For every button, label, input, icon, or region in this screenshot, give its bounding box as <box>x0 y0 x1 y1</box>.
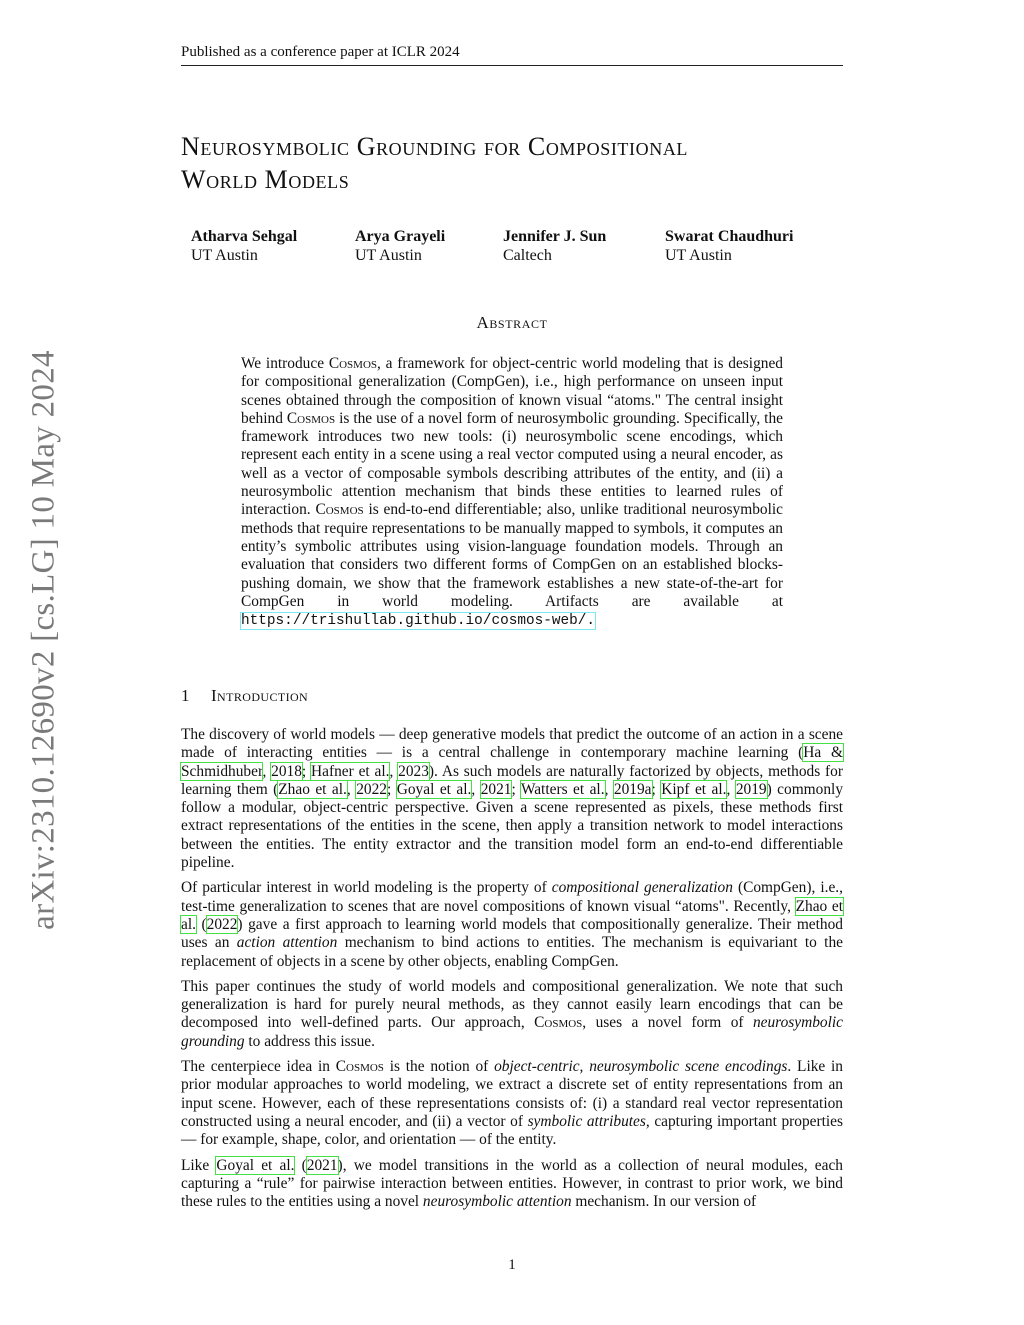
citation-link[interactable]: Ha & Schmidhuber <box>181 744 844 780</box>
abstract-text-span: is the use of a novel form of neurosymbolic grounding. Specifically, the framework introduces two new tools: (i) neurosymbolic scene encodings, which represent each entity in a scene using a real vector computed using a neural encoder, as well as a vector of composable symbols describing attributes of the entity, and (ii) a neurosymbolic attention mechanism that binds these entities to learned rules of interaction. <box>241 409 783 519</box>
text-span: is the notion of <box>383 1058 495 1076</box>
section-number: 1 <box>181 686 190 705</box>
paper-title <box>181 130 861 196</box>
citation-link[interactable]: 2022 <box>206 915 238 933</box>
emphasis: compositional generalization <box>551 879 733 897</box>
author-name: Atharva Sehgal <box>191 228 298 245</box>
artifacts-link[interactable]: https://trishullab.github.io/cosmos-web/. <box>241 613 596 630</box>
cosmos-name: Cosmos <box>286 409 336 427</box>
author-affiliation: UT Austin <box>191 247 258 264</box>
text-span: mechanism. In our version of <box>571 1193 757 1211</box>
citation-link[interactable]: 2023 <box>398 762 429 780</box>
section-heading <box>181 686 308 706</box>
emphasis: action attention <box>236 934 338 952</box>
author-affiliation: UT Austin <box>665 247 732 264</box>
emphasis: neurosymbolic grounding <box>181 1014 843 1050</box>
text-span: The centerpiece idea in <box>181 1058 336 1076</box>
emphasis: neurosymbolic attention <box>422 1193 572 1211</box>
cosmos-name: Cosmos <box>315 501 364 519</box>
author-affiliation: Caltech <box>503 247 552 264</box>
citation-link[interactable]: Goyal et al. <box>396 780 472 798</box>
section-title: Introduction <box>211 686 309 705</box>
author-block <box>191 227 297 265</box>
text-span: . Like in prior modular approaches to world modeling, we extract a discrete set of entity representations from an input scene. However, each of these representations consists of: (i) a standard real vector representation constructed using a neural encoder, and (ii) a vector of <box>181 1058 844 1130</box>
text-span: , we model transitions in the world as a collection of neural modules, each capturing a “rule” for pairwise interaction between entities. However, in contrast to prior work, we bind these rules to the entities using a novel <box>181 1156 843 1211</box>
text-span: , uses a novel form of <box>582 1014 753 1032</box>
title-line-1: Neurosymbolic Grounding for Compositional <box>181 132 689 161</box>
citation-link[interactable]: 2018 <box>271 762 302 780</box>
author-name: Swarat Chaudhuri <box>665 228 794 245</box>
text-span: ) commonly follow a modular, object-centric perspective. Given a scene represented as pixels, these methods first extract representations of the entities in the scene, then apply a transition network to model interactions between the entities. The entity extractor and the transition model form an end-to-end differentiable pipeline. <box>181 780 844 872</box>
citation-link[interactable]: 2019a <box>613 780 652 798</box>
emphasis: object-centric, neurosymbolic scene encodings <box>494 1058 788 1076</box>
citation-link[interactable]: 2019 <box>735 780 767 798</box>
author-name: Jennifer J. Sun <box>503 228 607 245</box>
paragraph <box>181 978 843 1051</box>
abstract-text-span: , a framework for object-centric world modeling that is designed for compositional generalization (CompGen), i.e., high performance on unseen input scenes obtained through the composition of known visual “atoms." The central insight behind <box>241 355 783 427</box>
citation-link[interactable]: 2021 <box>480 780 512 798</box>
citation-link[interactable]: 2021 <box>306 1156 338 1174</box>
cosmos-name: Cosmos <box>328 355 378 372</box>
author-block <box>503 227 606 265</box>
text-span: Of particular interest in world modeling is the property of <box>181 879 552 897</box>
paragraph: The discovery of world models — deep generative models that predict the outcome of an action in a scene made of interacting entities — is a central challenge in contemporary machine learning (Ha & Schmidhuber, 2018; Hafner et al., 2023). As such models are naturally factorized by objects, methods for learning them (Zhao et al., 2022; Goyal et al., 2021; Watters et al., 2019a; Kipf et al., 2019) commonly follow a modular, object-centric perspective. Given a scene represented as pixels, these methods first extract representations of the entities in the scene, then apply a transition network to model interactions between the entities. The entity extractor and the transition model form an end-to-end differentiable pipeline. <box>181 726 844 872</box>
abstract-text-span: We introduce <box>241 355 329 372</box>
citation-link[interactable]: Kipf et al. <box>661 780 727 798</box>
title-line-2: World Models <box>181 165 350 194</box>
text-span: to address this issue. <box>244 1032 375 1050</box>
paragraph <box>181 1058 843 1149</box>
citation-link[interactable]: Hafner et al. <box>311 762 390 780</box>
text-span: , capturing important properties — for example, shape, color, and orientation — of the entity. <box>181 1112 843 1149</box>
arxiv-identifier: arXiv:2310.12690v2 [cs.LG] 10 May 2024 <box>25 350 62 930</box>
text-span: ). As such models are naturally factorized by objects, methods for learning them ( <box>181 762 843 798</box>
page-number: 1 <box>508 1257 516 1273</box>
text-span: gave a first approach to learning world models that compositionally generalize. Their method uses an <box>181 915 843 952</box>
emphasis: symbolic attributes <box>527 1112 646 1130</box>
text-span: mechanism to bind actions to entities. The mechanism is equivariant to the replacement of objects in a scene by other objects, enabling CompGen. <box>181 934 843 970</box>
citation-link[interactable]: 2022 <box>356 780 387 798</box>
text-span: This paper continues the study of world models and compositional generalization. We note that such generalization is hard for purely neural methods, as they cannot easily learn encodings that can be decomposed into well-defined parts. Our approach, <box>181 977 843 1032</box>
citation-link[interactable]: Watters et al. <box>520 780 605 798</box>
cosmos-name: Cosmos <box>335 1058 384 1076</box>
paragraph: Of particular interest in world modeling is the property of compositional generalization (CompGen), i.e., test-time generalization to scenes that are novel compositions of known visual “atoms". Recently, Zhao et al. (2022) gave a first approach to learning world models that compositionally generalize. Their method uses an action attention mechanism to bind actions to entities. The mechanism is equivariant to the replacement of objects in a scene by other objects, enabling CompGen. <box>181 879 843 970</box>
author-affiliation: UT Austin <box>355 247 422 264</box>
author-block <box>665 227 793 265</box>
running-header: Published as a conference paper at ICLR 2024 <box>181 42 843 66</box>
abstract-text <box>241 355 783 630</box>
author-block <box>355 227 445 265</box>
text-span: (CompGen), i.e., test-time generalization to scenes that are novel compositions of known visual “atoms". Recently, <box>181 879 843 915</box>
abstract-heading: Abstract <box>476 313 548 332</box>
abstract-text-span: is end-to-end differentiable; also, unlike traditional neurosymbolic methods that require representations to be manually mapped to symbols, it computes an entity’s symbolic attributes using vision-language foundation models. Through an evaluation that considers two different forms of CompGen on an established blocks-pushing domain, we show that the framework establishes a new state-of-the-art for CompGen in world modeling. Artifacts are available at <box>241 501 783 610</box>
citation-link[interactable]: Zhao et al. <box>181 897 843 933</box>
introduction-body <box>181 726 843 1218</box>
text-span: The discovery of world models — deep generative models that predict the outcome of an action in a scene made of interacting entities — is a central challenge in contemporary machine learning ( <box>181 726 843 762</box>
citation-link[interactable]: Zhao et al. <box>278 780 347 798</box>
paragraph: Like Goyal et al. (2021), we model transitions in the world as a collection of neural modules, each capturing a “rule” for pairwise interaction between entities. However, in contrast to prior work, we bind these rules to the entities using a novel neurosymbolic attention mechanism. In our version of <box>181 1156 843 1211</box>
text-span: Like <box>181 1156 217 1174</box>
author-name: Arya Grayeli <box>355 228 446 245</box>
cosmos-name: Cosmos <box>534 1014 583 1032</box>
citation-link[interactable]: Goyal et al. <box>216 1156 295 1174</box>
